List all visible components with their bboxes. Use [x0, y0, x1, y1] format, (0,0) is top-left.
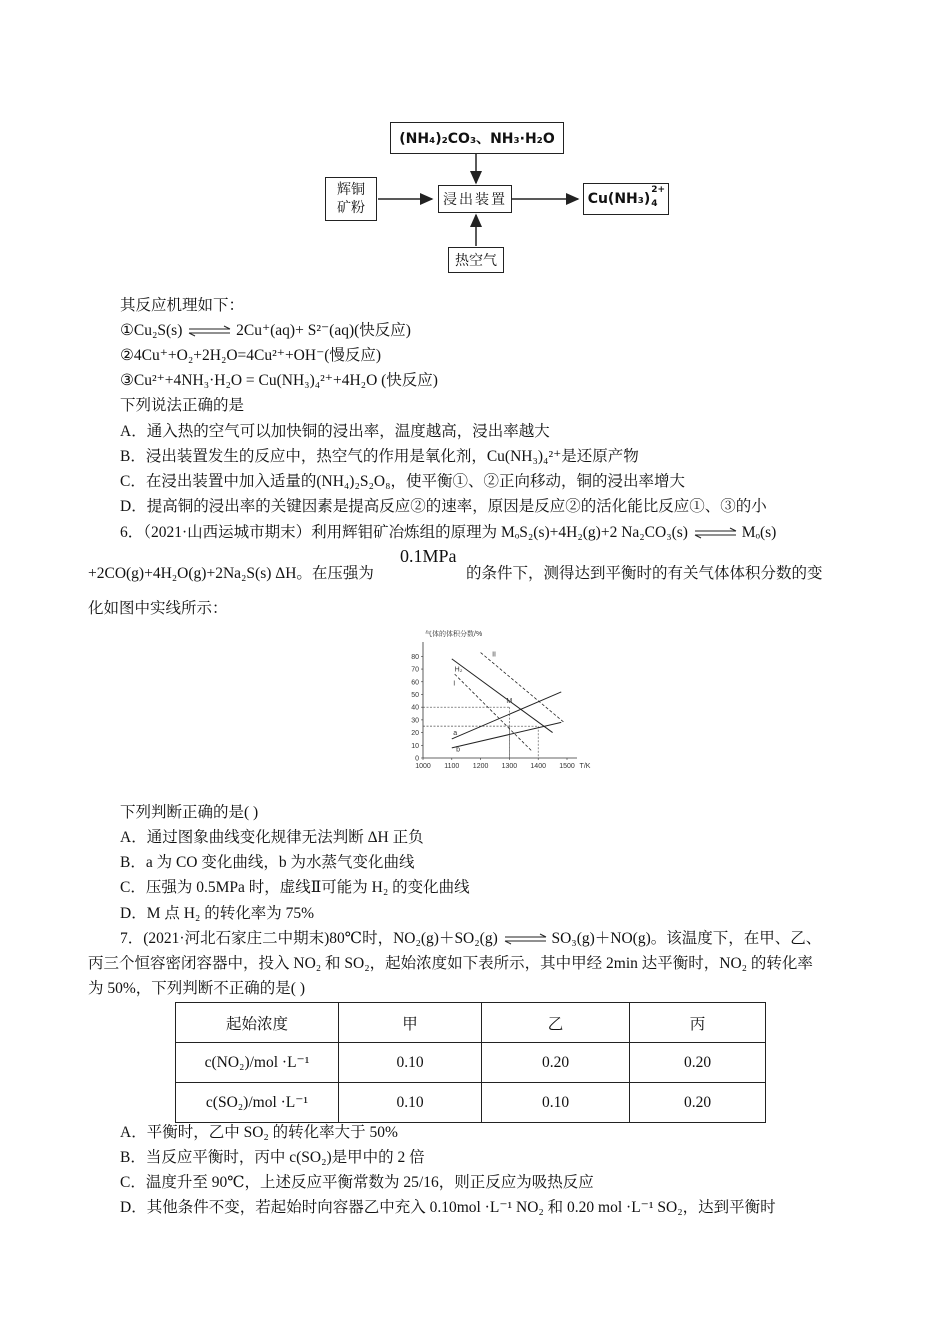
q6-line-2-right: 的条件下，测得达到平衡时的有关气体体积分数的变	[466, 565, 823, 582]
flow-box-ore-l2: 矿粉	[337, 200, 365, 216]
q7-option-a: A．平衡时，乙中 SO₂ 的转化率大于 50%	[120, 1124, 398, 1141]
flow-box-reagents-text: (NH₄)₂CO₃、NH₃·H₂O	[399, 131, 555, 147]
volume-fraction-chart	[395, 618, 615, 778]
q6-line-2-left: +2CO(g)+4H₂O(g)+2Na₂S(s) ΔH。在压强为	[88, 565, 374, 582]
x-tick-label: 1500	[559, 763, 575, 770]
q5-option-b: B．浸出装置发生的反应中，热空气的作用是氧化剂，Cu(NH₃)₄²⁺是还原产物	[120, 448, 639, 465]
table-cell: 0.10	[482, 1083, 630, 1123]
table-header-cell: 丙	[630, 1003, 766, 1043]
series-label: H₂	[454, 666, 463, 674]
y-tick-label: 40	[411, 704, 419, 712]
flow-box-hot-air-text: 热空气	[455, 253, 497, 269]
q5-question: 下列说法正确的是	[120, 397, 245, 414]
y-tick-label: 80	[411, 653, 419, 661]
q6-line-3: 化如图中实线所示：	[88, 600, 228, 617]
q5-reaction-2: ②4Cu⁺+O₂+2H₂O=4Cu²⁺+OH⁻(慢反应)	[120, 347, 382, 364]
q5-reaction-1	[120, 321, 411, 341]
y-tick-label: 60	[411, 679, 419, 687]
series-line	[481, 653, 565, 723]
q7-line-1	[120, 929, 821, 949]
concentration-table	[175, 1002, 766, 1123]
y-tick-label: 0	[415, 755, 419, 763]
table-cell: 0.20	[630, 1083, 766, 1123]
y-tick-label: 70	[411, 666, 419, 674]
equilibrium-arrow-icon	[502, 933, 548, 945]
flow-box-leach	[438, 185, 512, 213]
table-cell: c(NO₂)/mol ·L⁻¹	[176, 1043, 339, 1083]
x-axis-label: T/K	[579, 763, 591, 770]
q6-option-b: B．a 为 CO 变化曲线，b 为水蒸气变化曲线	[120, 854, 415, 871]
equilibrium-arrow-icon	[186, 325, 232, 337]
y-tick-label: 10	[411, 742, 419, 750]
flow-box-product	[583, 183, 669, 215]
x-tick-label: 1000	[415, 763, 431, 770]
point-label: M	[506, 698, 513, 706]
q5-reaction-3: ③Cu²⁺+4NH₃·H₂O = Cu(NH₃)₄²⁺+4H₂O (快反应)	[120, 372, 438, 389]
table-cell: 0.20	[482, 1043, 630, 1083]
q6-line-1-left: 6．（2021·山西运城市期末）利用辉钼矿冶炼组的原理为 MₒS₂(s)+4H₂(g)+2 Na₂CO₃(s)	[120, 524, 688, 541]
q5-intro: 其反应机理如下：	[120, 297, 245, 314]
q5-option-d: D．提高铜的浸出率的关键因素是提高反应②的速率，原因是反应②的活化能比反应①、③的小	[120, 498, 767, 515]
table-row	[176, 1043, 766, 1083]
q7-line-1-right: SO₃(g)＋NO(g)。该温度下，在甲、乙、	[551, 930, 822, 947]
q6-pressure: 0.1MPa	[400, 546, 457, 566]
series-label: I	[453, 680, 456, 688]
table-row	[176, 1083, 766, 1123]
table-cell: 0.10	[339, 1043, 482, 1083]
y-tick-label: 50	[411, 691, 419, 699]
q6-option-d: D．M 点 H₂ 的转化率为 75%	[120, 905, 314, 922]
series-label: II	[492, 651, 497, 659]
q5-r1-left: ①Cu₂S(s)	[120, 322, 183, 339]
q5-option-a: A．通入热的空气可以加快铜的浸出率，温度越高，浸出率越大	[120, 423, 550, 440]
flow-box-hot-air	[448, 247, 504, 273]
q7-line-1-left: 7．(2021·河北石家庄二中期末)80℃时，NO₂(g)＋SO₂(g)	[120, 930, 498, 947]
x-tick-label: 1400	[530, 763, 546, 770]
table-cell: 0.20	[630, 1043, 766, 1083]
q7-option-c: C．温度升至 90℃，上述反应平衡常数为 25/16，则正反应为吸热反应	[120, 1174, 594, 1191]
q6-line-1-right: Mₒ(s)	[741, 524, 777, 541]
equilibrium-arrow-icon	[692, 527, 738, 539]
flow-box-product-sub: 4	[651, 199, 658, 209]
table-header-cell: 起始浓度	[176, 1003, 339, 1043]
q6-line-1	[120, 523, 776, 543]
q6-question: 下列判断正确的是( )	[120, 804, 259, 821]
y-tick-label: 30	[411, 717, 419, 725]
flow-box-leach-text: 浸出装置	[443, 192, 507, 208]
flow-box-product-text: Cu(NH₃)	[587, 191, 651, 207]
q6-option-a: A．通过图象曲线变化规律无法判断 ΔH 正负	[120, 829, 424, 846]
q7-line-3: 为 50%，下列判断不正确的是( )	[88, 980, 305, 997]
table-cell: 0.10	[339, 1083, 482, 1123]
x-tick-label: 1200	[472, 763, 489, 770]
table-header-cell: 乙	[482, 1003, 630, 1043]
q5-option-c: C．在浸出装置中加入适量的(NH₄)₂S₂O₈，使平衡①、②正向移动，铜的浸出率增大	[120, 473, 685, 490]
flow-box-product-sup: 2+	[651, 185, 666, 195]
table-cell: c(SO₂)/mol ·L⁻¹	[176, 1083, 339, 1123]
flow-box-reagents	[390, 122, 564, 154]
x-tick-label: 1300	[501, 763, 518, 770]
flow-box-ore-l1: 辉铜	[337, 182, 365, 198]
q5-r1-right: 2Cu⁺(aq)+ S²⁻(aq)(快反应)	[236, 322, 411, 339]
flow-box-ore	[325, 177, 377, 221]
table-header-row	[176, 1003, 766, 1043]
q7-line-2: 丙三个恒容密闭容器中，投入 NO₂ 和 SO₂，起始浓度如下表所示，其中甲经 2min 达平衡时，NO₂ 的转化率	[88, 955, 813, 972]
table-header-cell: 甲	[339, 1003, 482, 1043]
q7-option-d: D．其他条件不变，若起始时向容器乙中充入 0.10mol ·L⁻¹ NO₂ 和 0.20 mol ·L⁻¹ SO₂，达到平衡时	[120, 1199, 776, 1216]
y-tick-label: 20	[411, 730, 419, 738]
series-line	[452, 722, 561, 747]
q6-option-c: C．压强为 0.5MPa 时，虚线Ⅱ可能为 H₂ 的变化曲线	[120, 879, 470, 896]
series-label: a	[453, 730, 458, 738]
series-label: b	[456, 746, 461, 754]
x-tick-label: 1100	[444, 763, 460, 770]
q7-option-b: B．当反应平衡时，丙中 c(SO₂)是甲中的 2 倍	[120, 1149, 425, 1166]
chart-title: 气体的体积分数/%	[425, 631, 483, 638]
